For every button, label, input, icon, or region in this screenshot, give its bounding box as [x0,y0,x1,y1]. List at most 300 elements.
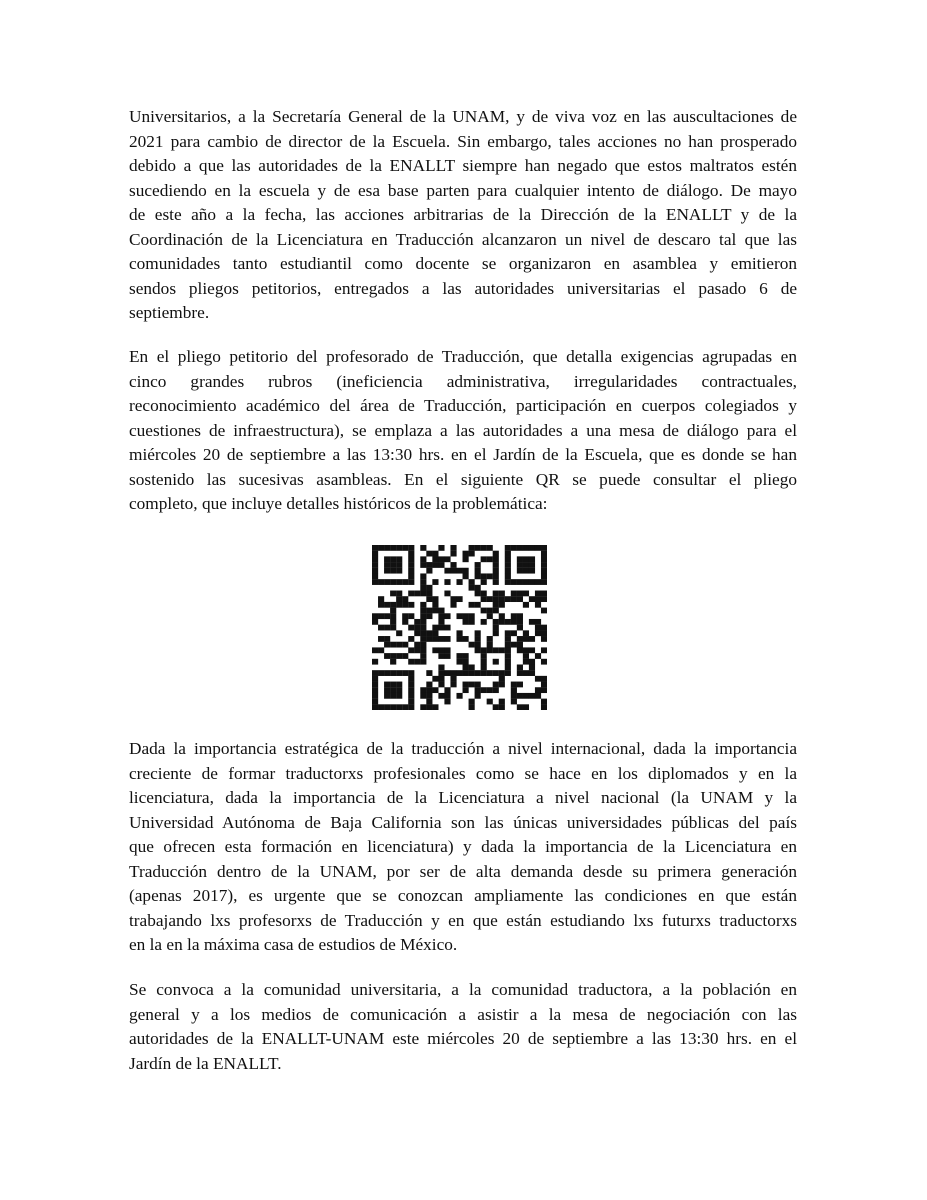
qr-module [372,573,378,579]
qr-module [505,647,511,653]
qr-module [372,670,378,676]
qr-module [444,556,450,562]
qr-module [384,545,390,551]
qr-module [456,636,462,642]
qr-module [402,704,408,710]
paragraph-line: Jardín de la ENALLT. [129,1053,282,1073]
qr-module [384,642,390,648]
qr-module [511,596,517,602]
qr-module [523,579,529,585]
qr-module [426,630,432,636]
qr-module [523,545,529,551]
qr-module [420,613,426,619]
qr-module [384,693,390,699]
qr-module [384,682,390,688]
qr-module [378,670,384,676]
qr-module [444,647,450,653]
qr-module [384,653,390,659]
qr-module [505,619,511,625]
qr-module [499,699,505,705]
qr-module [511,619,517,625]
qr-module [390,556,396,562]
qr-module [390,704,396,710]
qr-module [408,562,414,568]
qr-module [487,687,493,693]
qr-module [517,556,523,562]
qr-module [505,664,511,670]
qr-module [499,704,505,710]
qr-module [426,596,432,602]
qr-module [390,619,396,625]
paragraph-3 [129,737,797,958]
qr-module [511,693,517,699]
qr-module [408,659,414,665]
qr-module [408,693,414,699]
qr-module [487,545,493,551]
qr-module [463,670,469,676]
qr-module [463,687,469,693]
qr-module [372,699,378,705]
qr-module [523,562,529,568]
qr-module [505,545,511,551]
qr-module [517,625,523,631]
qr-module [541,630,547,636]
qr-module [444,653,450,659]
paragraph-line: trabajando lxs profesorxs de Traducción y en que están estudiando lxs futurxs traductorxs [129,910,797,930]
qr-module [493,579,499,585]
qr-module [432,556,438,562]
qr-module [523,556,529,562]
qr-module [499,596,505,602]
qr-module [378,625,384,631]
qr-module [541,687,547,693]
qr-module [541,596,547,602]
qr-module [456,596,462,602]
qr-module [517,682,523,688]
qr-module [420,687,426,693]
qr-module [535,602,541,608]
qr-module [444,613,450,619]
qr-module [523,591,529,597]
qr-module [372,687,378,693]
qr-module [444,591,450,597]
qr-module [517,636,523,642]
qr-module [456,579,462,585]
qr-module [390,562,396,568]
qr-module [517,647,523,653]
qr-module [541,625,547,631]
qr-module [426,682,432,688]
qr-module [402,545,408,551]
qr-module [523,647,529,653]
qr-module [469,545,475,551]
qr-module [432,687,438,693]
qr-module [541,676,547,682]
paragraph-line: 2021 para cambio de director de la Escuela. Sin embargo, tales acciones no han prosperado [129,131,797,151]
qr-module [529,647,535,653]
paragraph-4 [129,978,797,1076]
qr-module [426,687,432,693]
qr-module [372,568,378,574]
qr-module [475,687,481,693]
paragraph-line: Traducción dentro de la UNAM, por ser de alta demanda desde su primera generación [129,861,797,881]
qr-module [481,670,487,676]
qr-module [384,704,390,710]
qr-module [493,573,499,579]
qr-module [378,602,384,608]
qr-module [493,602,499,608]
qr-module [505,573,511,579]
qr-module [438,556,444,562]
qr-module [414,642,420,648]
qr-module [523,653,529,659]
qr-module [493,647,499,653]
qr-module [390,693,396,699]
qr-module [372,704,378,710]
qr-module [529,619,535,625]
qr-module [529,636,535,642]
qr-module [463,619,469,625]
qr-module [493,596,499,602]
qr-module [541,704,547,710]
qr-module [487,573,493,579]
qr-module [487,556,493,562]
qr-module [396,568,402,574]
qr-module [420,693,426,699]
qr-module [469,699,475,705]
qr-module [396,556,402,562]
qr-module [499,676,505,682]
qr-module [481,664,487,670]
qr-module [529,568,535,574]
qr-module [541,682,547,688]
qr-module [420,608,426,614]
qr-module [529,579,535,585]
qr-module [535,619,541,625]
qr-module [408,636,414,642]
qr-module [438,625,444,631]
qr-module [384,636,390,642]
qr-module [450,596,456,602]
qr-module [535,653,541,659]
qr-module [469,619,475,625]
qr-module [499,670,505,676]
qr-module [402,642,408,648]
qr-module [475,585,481,591]
qr-module [372,619,378,625]
qr-module [481,608,487,614]
qr-module [396,687,402,693]
qr-module [450,551,456,557]
qr-module [481,573,487,579]
qr-module [511,687,517,693]
qr-module [438,682,444,688]
qr-module [517,704,523,710]
paragraph-line: Coordinación de la Licenciatura en Traducción alcanzaron un nivel de descaro tal que las [129,229,797,249]
qr-module [493,659,499,665]
qr-module [426,608,432,614]
qr-module [450,670,456,676]
qr-module [426,699,432,705]
qr-module [493,630,499,636]
qr-module [438,664,444,670]
qr-module [438,647,444,653]
qr-module [499,619,505,625]
qr-module [529,545,535,551]
qr-module [408,573,414,579]
qr-module [529,664,535,670]
qr-module [402,602,408,608]
qr-module [529,562,535,568]
paragraph-line: debido a que las autoridades de la ENALLT siempre han negado que estos maltratos estén [129,156,797,175]
qr-module [444,670,450,676]
qr-module [372,659,378,665]
qr-module [438,670,444,676]
qr-module [432,625,438,631]
qr-module [384,602,390,608]
qr-module [456,613,462,619]
paragraph-line: sendos pliegos petitorios, entregados a las autoridades universitarias el pasado 6 de [129,278,797,298]
qr-code-icon[interactable] [372,545,547,710]
qr-module [463,682,469,688]
qr-module [390,591,396,597]
qr-module [493,562,499,568]
qr-module [390,670,396,676]
paragraph-line: autoridades de la ENALLT-UNAM este miércoles 20 de septiembre a las 13:30 hrs. en el [129,1029,797,1048]
qr-module [517,596,523,602]
qr-module [541,545,547,551]
qr-module [402,596,408,602]
qr-module [432,602,438,608]
qr-module [523,693,529,699]
qr-module [384,687,390,693]
qr-module [390,625,396,631]
qr-module [378,596,384,602]
qr-module [475,562,481,568]
qr-module [481,545,487,551]
qr-module [487,642,493,648]
qr-module [505,670,511,676]
qr-module [511,591,517,597]
qr-module [469,682,475,688]
qr-module [432,704,438,710]
qr-module [511,545,517,551]
qr-module [517,664,523,670]
qr-module [372,647,378,653]
paragraph-line: septiembre. [129,303,210,322]
qr-module [475,642,481,648]
qr-module [511,699,517,705]
qr-module [426,585,432,591]
qr-module [493,568,499,574]
qr-module [535,687,541,693]
qr-module [481,687,487,693]
qr-module [384,670,390,676]
qr-module [420,647,426,653]
paragraph-line: Universidad Autónoma de Baja California son las únicas universidades públicas del país [129,812,797,832]
qr-module [408,568,414,574]
qr-module [505,659,511,665]
qr-module [426,562,432,568]
qr-module [408,602,414,608]
qr-module [426,568,432,574]
qr-module [475,647,481,653]
qr-module [420,625,426,631]
qr-module [402,619,408,625]
qr-module [493,670,499,676]
qr-module [529,693,535,699]
paragraph-line: licenciatura, dada la importancia de la Licenciatura a nivel nacional (la UNAM y la [129,788,797,807]
qr-module [438,676,444,682]
qr-module [475,568,481,574]
qr-module [499,682,505,688]
qr-module [499,591,505,597]
qr-module [475,591,481,597]
qr-module [390,659,396,665]
qr-module [384,625,390,631]
qr-module [384,556,390,562]
qr-module [426,704,432,710]
qr-module [420,704,426,710]
qr-module [481,653,487,659]
qr-module [420,653,426,659]
qr-module [420,630,426,636]
qr-module [487,636,493,642]
qr-module [517,670,523,676]
qr-module [396,670,402,676]
qr-module [420,573,426,579]
qr-module [444,699,450,705]
qr-module [420,585,426,591]
qr-module [414,630,420,636]
qr-module [523,568,529,574]
qr-module [408,687,414,693]
qr-module [390,568,396,574]
qr-module [450,562,456,568]
qr-module [523,670,529,676]
qr-module [390,545,396,551]
qr-module [372,545,378,551]
qr-module [414,647,420,653]
qr-module [511,613,517,619]
qr-module [390,687,396,693]
qr-module [426,613,432,619]
qr-module [456,653,462,659]
qr-module [426,670,432,676]
qr-module [535,596,541,602]
qr-module [469,704,475,710]
qr-code-graphic [372,545,547,710]
qr-module [541,591,547,597]
qr-module [541,568,547,574]
qr-module [511,579,517,585]
paragraph-line: sucediendo en la escuela y de esa base parten para cualquier intento de diálogo. De mayo [129,180,797,200]
qr-module [481,591,487,597]
qr-module [469,602,475,608]
qr-module [456,670,462,676]
qr-module [408,699,414,705]
paragraph-line: miércoles 20 de septiembre a las 13:30 hrs. en el Jardín de la Escuela, que es donde se han [129,445,797,464]
qr-module [444,636,450,642]
qr-module [408,704,414,710]
qr-module [420,562,426,568]
qr-module [517,591,523,597]
qr-module [523,602,529,608]
qr-module [463,659,469,665]
qr-module [505,568,511,574]
qr-module [378,704,384,710]
qr-module [450,676,456,682]
qr-module [517,619,523,625]
qr-module [529,556,535,562]
qr-module [378,647,384,653]
qr-module [541,573,547,579]
qr-module [493,682,499,688]
qr-module [426,693,432,699]
qr-module [481,619,487,625]
qr-module [396,693,402,699]
qr-module [408,647,414,653]
qr-module [390,642,396,648]
qr-module [408,670,414,676]
qr-module [493,608,499,614]
qr-module [372,613,378,619]
qr-module [438,636,444,642]
qr-module [396,682,402,688]
qr-module [384,568,390,574]
qr-module [511,642,517,648]
qr-module [432,676,438,682]
qr-module [481,579,487,585]
qr-module [426,636,432,642]
qr-module [432,562,438,568]
qr-module [426,591,432,597]
qr-module [426,551,432,557]
qr-module [487,699,493,705]
qr-module [396,602,402,608]
qr-module [390,602,396,608]
qr-module [390,608,396,614]
qr-module [402,579,408,585]
qr-module [493,704,499,710]
qr-module [420,636,426,642]
qr-module [414,659,420,665]
qr-module [499,613,505,619]
qr-module [450,545,456,551]
qr-module [541,647,547,653]
qr-module [396,596,402,602]
qr-module [469,579,475,585]
qr-module [487,613,493,619]
qr-module [372,693,378,699]
qr-module [469,585,475,591]
qr-module [541,556,547,562]
qr-module [450,568,456,574]
qr-module [396,630,402,636]
qr-module [372,682,378,688]
qr-module [390,653,396,659]
qr-module [438,545,444,551]
qr-module [444,568,450,574]
qr-module [463,551,469,557]
qr-module [432,551,438,557]
qr-module [463,556,469,562]
qr-module [493,556,499,562]
qr-module [438,613,444,619]
qr-module [396,704,402,710]
qr-module [541,608,547,614]
qr-module [408,545,414,551]
